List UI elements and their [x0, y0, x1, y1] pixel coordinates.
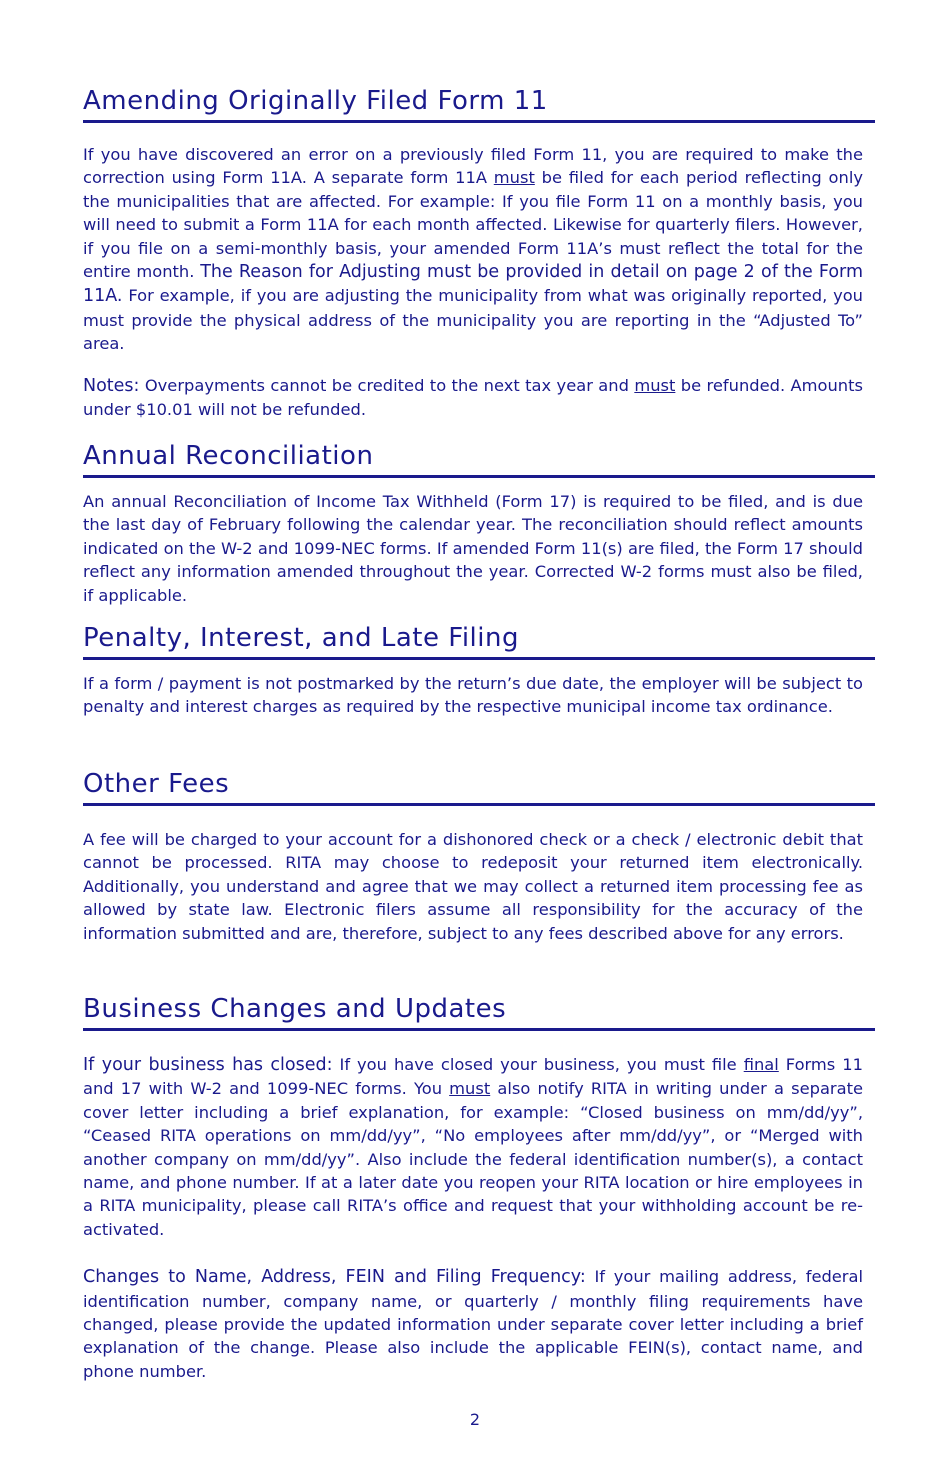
underlined-final: final: [743, 1055, 779, 1074]
heading-fees: Other Fees: [83, 769, 875, 806]
paragraph-penalty: If a form / payment is not postmarked by the return’s due date, the employer will be subject to penalty and interest charges as required by the respective municipal income tax ordinance.: [83, 674, 863, 717]
underlined-must: must: [449, 1079, 491, 1099]
text-run: For example, if you are adjusting the municipality from what was originally reported, you must provide the physical address of the municipality you are reporting in the “Adjusted To” area.: [83, 286, 863, 354]
text-run: Overpayments cannot be credited to the next tax year and: [139, 375, 635, 395]
section-amending: [83, 86, 875, 421]
text-run: If you have closed your business, you must file: [332, 1055, 744, 1074]
paragraph-closed: [83, 1053, 863, 1241]
text-run: Forms 11 and 17 with W-2 and 1099-NEC forms. You: [83, 1055, 863, 1099]
underlined-must: must: [493, 168, 535, 188]
text-run: If your mailing address, federal identification number, company name, or quarterly / monthly filing requirements have changed, please provide the updated information under separate cover letter including a brief explanation of the change. Please also include the applicable FEIN(s), contact name, and phone number.: [83, 1267, 864, 1381]
heading-changes: Business Changes and Updates: [83, 994, 875, 1031]
section-annual: [83, 441, 875, 607]
heading-penalty: Penalty, Interest, and Late Filing: [83, 623, 875, 660]
text-run: be refunded. Amounts under $10.01 will not be refunded.: [83, 375, 863, 420]
section-penalty: [83, 623, 875, 719]
paragraph-annual: An annual Reconciliation of Income Tax Withheld (Form 17) is required to be filed, and is due the last day of February following the calendar year. The reconciliation should reflect amounts indicated on the W-2 and 1099-NEC forms. If amended Form 11(s) are filed, the Form 17 should reflect any information amended throughout the year. Corrected W-2 forms must also be filed, if applicable.: [83, 492, 863, 605]
updates-label: Changes to Name, Address, FEIN and Filing Frequency:: [83, 1267, 586, 1288]
paragraph-notes: [83, 374, 863, 422]
section-fees: [83, 769, 875, 945]
closed-label: If your business has closed:: [83, 1055, 333, 1075]
paragraph-fees: A fee will be charged to your account for a dishonored check or a check / electronic debit that cannot be processed. RITA may choose to redeposit your returned item electronically. Additionally, you understand and agree that we may collect a returned item processing fee as allowed by state law. Electronic filers assume all responsibility for the accuracy of the information submitted and are, therefore, subject to any fees described above for any errors.: [83, 830, 863, 943]
reason-emphasis: The Reason for Adjusting must be provided in detail on page 2 of the Form 11A.: [83, 262, 863, 307]
underlined-must: must: [634, 375, 676, 395]
text-run: If you have discovered an error on a previously filed Form 11, you are required to make the correction using Form 11A. A separate form 11A: [83, 145, 863, 188]
paragraph-amending: [83, 143, 863, 356]
section-changes: [83, 994, 875, 1383]
text-run: also notify RITA in writing under a separate cover letter including a brief explanation, for example: “Closed business on mm/dd/yy”, “Ceased RITA operations on mm/dd/yy”, “No employees after mm/dd/yy”, or “Merged with another company on mm/dd/yy”. Also include the federal identification number(s), a contact name, and phone number. If at a later date you reopen your RITA location or hire employees in a RITA municipality, please call RITA’s office and request that your withholding account be re-activated.: [83, 1079, 863, 1239]
notes-label: Notes:: [83, 375, 140, 396]
heading-annual: Annual Reconciliation: [83, 441, 875, 478]
text-run: be filed for each period reflecting only the municipalities that are affected. For example: If you file Form 11 on a monthly basis, you will need to submit a Form 11A for each month affected. Likewise for quarterly filers. However, if you file on a semi-monthly basis, your amended Form 11A’s must reflect the total for the entire month.: [83, 168, 863, 282]
page-number: 2: [469, 1410, 481, 1429]
paragraph-updates: [83, 1265, 863, 1383]
heading-amending: Amending Originally Filed Form 11: [83, 86, 875, 123]
